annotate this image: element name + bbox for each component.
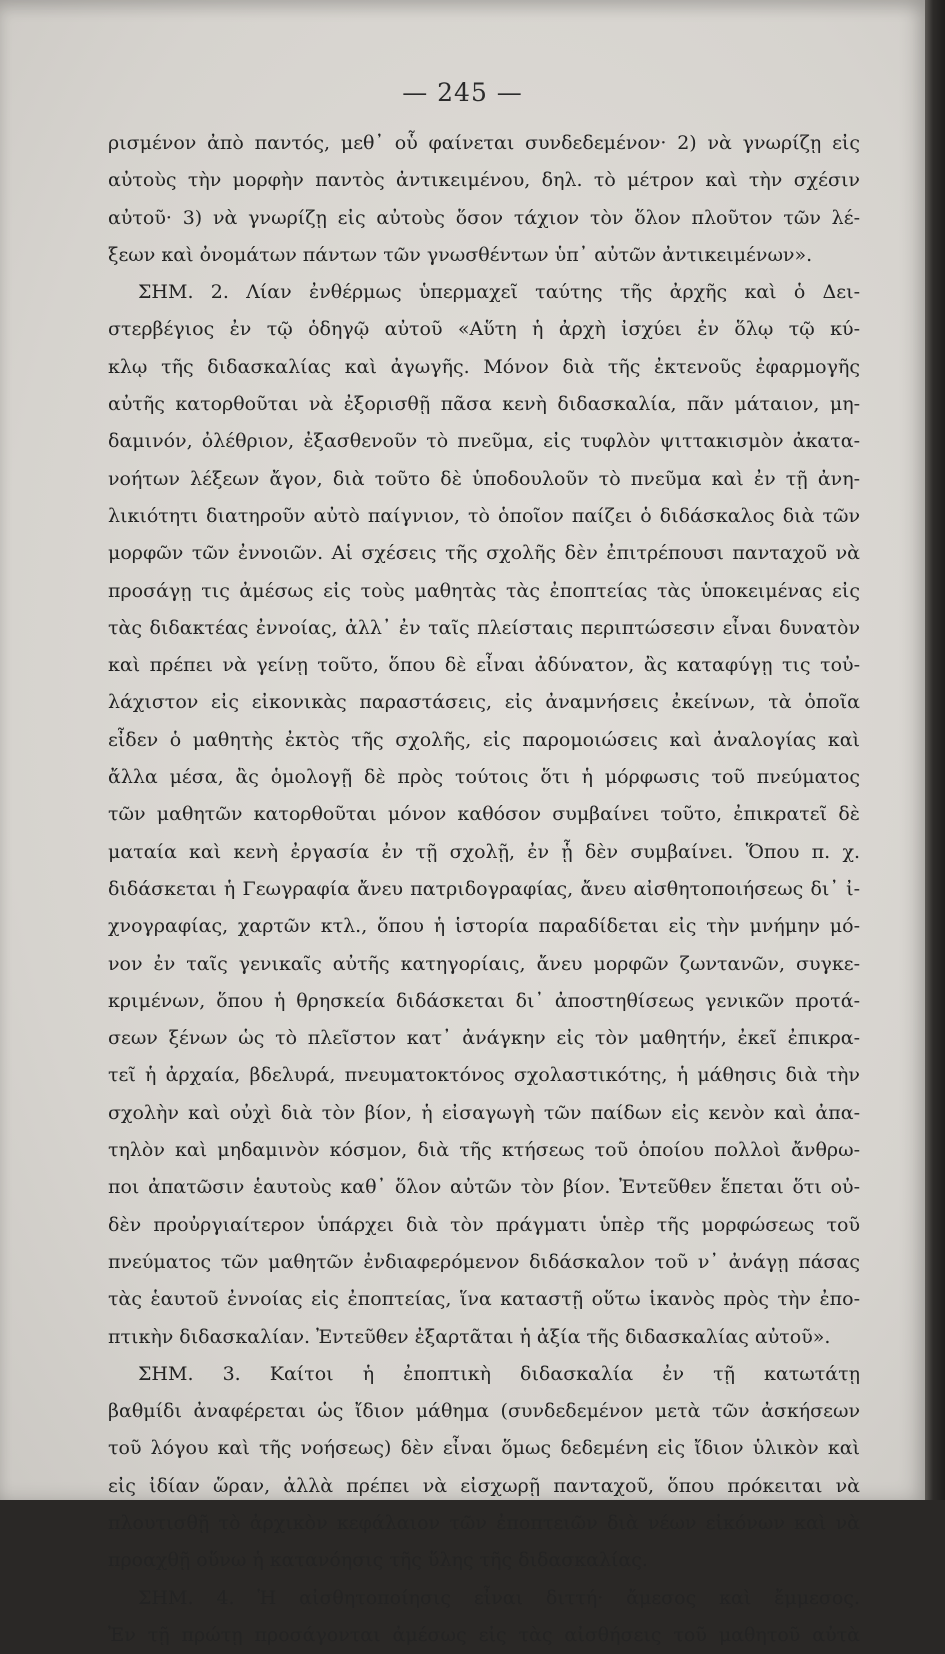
text-line: εἰς ἰδίαν ὥραν, ἀλλὰ πρέπει νὰ εἰσχωρῇ πανταχοῦ, ὅπου πρόκειται νὰ — [108, 1474, 860, 1497]
text-line: τεῖ ἡ ἀρχαία, βδελυρά, πνευματοκτόνος σχολαστικότης, ἡ μάθησις διὰ τὴν — [108, 1064, 860, 1087]
text-line: σχολὴν καὶ οὐχὶ διὰ τὸν βίον, ἡ εἰσαγωγὴ τῶν παίδων εἰς κενὸν καὶ ἀπα- — [108, 1101, 860, 1124]
text-line: πλουτισθῇ τὸ ἀρχικὸν κεφάλαιον τῶν ἐποπτειῶν διὰ νέων εἰκόνων καὶ νὰ — [108, 1511, 860, 1534]
text-line: ξεων καὶ ὀνομάτων πάντων τῶν γνωσθέντων ὑπ᾽ αὐτῶν ἀντικειμένων». — [108, 243, 813, 266]
text-line: τῶν μαθητῶν κατορθοῦται μόνον καθόσον συμβαίνει τοῦτο, ἐπικρατεῖ δὲ — [108, 803, 860, 826]
text-line: ρισμένον ἀπὸ παντός, μεθ᾽ οὗ φαίνεται συνδεδεμένον· 2) νὰ γνωρίζῃ εἰς — [108, 132, 860, 154]
text-line: στερβέγιος ἐν τῷ ὁδηγῷ αὐτοῦ «Αὕτη ἡ ἀρχὴ ἰσχύει ἐν ὅλῳ τῷ κύ- — [108, 318, 860, 341]
text-line: πτικὴν διδασκαλίαν. Ἐντεῦθεν ἐξαρτᾶται ἡ ἀξία τῆς διδασκαλίας αὐτοῦ». — [108, 1325, 831, 1348]
text-line: ΣΗΜ. 3. Καίτοι ἡ ἐποπτικὴ διδασκαλία ἐν τῇ κατωτάτῃ — [138, 1362, 860, 1385]
text-line: χνογραφίας, χαρτῶν κτλ., ὅπου ἡ ἱστορία παραδίδεται εἰς τὴν μνήμην μό- — [108, 915, 860, 938]
text-line: καὶ πρέπει νὰ γείνῃ τοῦτο, ὅπου δὲ εἶναι ἀδύνατον, ἂς καταφύγῃ τις τοὐ- — [108, 654, 860, 677]
text-body — [108, 125, 860, 1654]
text-line: εἶδεν ὁ μαθητὴς ἐκτὸς τῆς σχολῆς, εἰς παρομοιώσεις καὶ ἀναλογίας καὶ — [108, 728, 860, 751]
text-line: αὐτῆς κατορθοῦται νὰ ἐξορισθῇ πᾶσα κενὴ διδασκαλία, πᾶν μάταιον, μη- — [108, 393, 860, 416]
text-line: δαμινόν, ὀλέθριον, ἐξασθενοῦν τὸ πνεῦμα, εἰς τυφλὸν ψιττακισμὸν ἀκατα- — [108, 430, 860, 453]
text-line: τοῦ λόγου καὶ τῆς νοήσεως) δὲν εἶναι ὅμως δεδεμένη εἰς ἴδιον ὑλικὸν καὶ — [108, 1437, 860, 1460]
text-line: λάχιστον εἰς εἰκονικὰς παραστάσεις, εἰς ἀναμνήσεις ἐκείνων, τὰ ὁποῖα — [108, 691, 860, 714]
text-line: προσάγῃ τις ἀμέσως εἰς τοὺς μαθητὰς τὰς ἐποπτείας τὰς ὑποκειμένας εἰς — [108, 579, 860, 602]
text-line: τὰς ἑαυτοῦ ἐννοίας εἰς ἐποπτείας, ἵνα καταστῇ οὕτω ἱκανὸς πρὸς τὴν ἐπο- — [108, 1288, 860, 1311]
text-line: αὐτοὺς τὴν μορφὴν παντὸς ἀντικειμένου, δηλ. τὸ μέτρον καὶ τὴν σχέσιν — [108, 169, 860, 192]
text-line: δὲν προὐργιαίτερον ὑπάρχει διὰ τὸν πράγματι ὑπὲρ τῆς μορφώσεως τοῦ — [108, 1213, 860, 1236]
text-line: σεων ξένων ὡς τὸ πλεῖστον κατ᾽ ἀνάγκην εἰς τὸν μαθητήν, ἐκεῖ ἐπικρα- — [108, 1027, 860, 1050]
text-line: νοήτων λέξεων ἄγον, διὰ τοῦτο δὲ ὑποδουλοῦν τὸ πνεῦμα καὶ ἐν τῇ ἀνη- — [108, 467, 860, 490]
text-line: μορφῶν τῶν ἐννοιῶν. Αἱ σχέσεις τῆς σχολῆς δὲν ἐπιτρέπουσι πανταχοῦ νὰ — [108, 542, 860, 565]
text-line: ΣΗΜ. 4. Ἡ αἰσθητοποίησις εἶναι διττή· ἄμεσος καὶ ἔμμεσος. — [138, 1586, 860, 1609]
text-line: ματαία καὶ κενὴ ἐργασία ἐν τῇ σχολῇ, ἐν ᾗ δὲν συμβαίνει. Ὅπου π. χ. — [108, 840, 860, 863]
text-line: κλῳ τῆς διδασκαλίας καὶ ἀγωγῆς. Μόνον διὰ τῆς ἐκτενοῦς ἐφαρμογῆς — [108, 355, 860, 378]
text-line: τὰς διδακτέας ἐννοίας, ἀλλ᾽ ἐν ταῖς πλείσταις περιπτώσεσιν εἶναι δυνατὸν — [108, 616, 860, 639]
text-line: κριμένων, ὅπου ἡ θρησκεία διδάσκεται δι᾽ ἀποστηθίσεως γενικῶν προτά- — [108, 989, 860, 1012]
text-line: βαθμίδι ἀναφέρεται ὡς ἴδιον μάθημα (συνδεδεμένον μετὰ τῶν ἀσκήσεων — [108, 1400, 860, 1423]
text-line: ποι ἀπατῶσιν ἑαυτοὺς καθ᾽ ὅλον αὐτῶν τὸν βίον. Ἐντεῦθεν ἕπεται ὅτι οὐ- — [108, 1176, 860, 1199]
page-number: — 245 — — [402, 78, 523, 107]
text-line: ΣΗΜ. 2. Λίαν ἐνθέρμως ὑπερμαχεῖ ταύτης τῆς ἀρχῆς καὶ ὁ Δει- — [138, 281, 860, 304]
text-line: Ἐν τῇ πρώτῃ προσάγονται ἀμέσως εἰς τὰς αἰσθήσεις τοῦ μαθητοῦ αὐτὰ — [108, 1623, 860, 1646]
text-line: λικιότητι διατηροῦν αὐτὸ παίγνιον, τὸ ὁποῖον παίζει ὁ διδάσκαλος διὰ τῶν — [108, 504, 860, 527]
text-line: διδάσκεται ἡ Γεωγραφία ἄνευ πατριδογραφίας, ἄνευ αἰσθητοποιήσεως δι᾽ ἰ- — [108, 877, 860, 900]
text-line: τηλὸν καὶ μηδαμινὸν κόσμον, διὰ τῆς κτήσεως τοῦ ὁποίου πολλοὶ ἄνθρω- — [108, 1139, 860, 1162]
text-line: πνεύματος τῶν μαθητῶν ἐνδιαφερόμενον διδάσκαλον τοῦ ν᾽ ἀνάγῃ πάσας — [108, 1250, 860, 1273]
text-line: νον ἐν ταῖς γενικαῖς αὐτῆς κατηγορίαις, ἄνευ μορφῶν ζωντανῶν, συγκε- — [108, 952, 860, 975]
page-edge-shadow — [925, 0, 945, 1500]
text-line: αὐτοῦ· 3) νὰ γνωρίζῃ εἰς αὐτοὺς ὅσον τάχιον τὸν ὅλον πλοῦτον τῶν λέ- — [108, 206, 860, 229]
text-line: προαχθῇ οὕνω ἡ κατανόησις τῆς ὕλης τῆς διδασκαλίας. — [108, 1549, 648, 1572]
text-line: ἄλλα μέσα, ἂς ὁμολογῇ δὲ πρὸς τούτοις ὅτι ἡ μόρφωσις τοῦ πνεύματος — [108, 766, 860, 789]
